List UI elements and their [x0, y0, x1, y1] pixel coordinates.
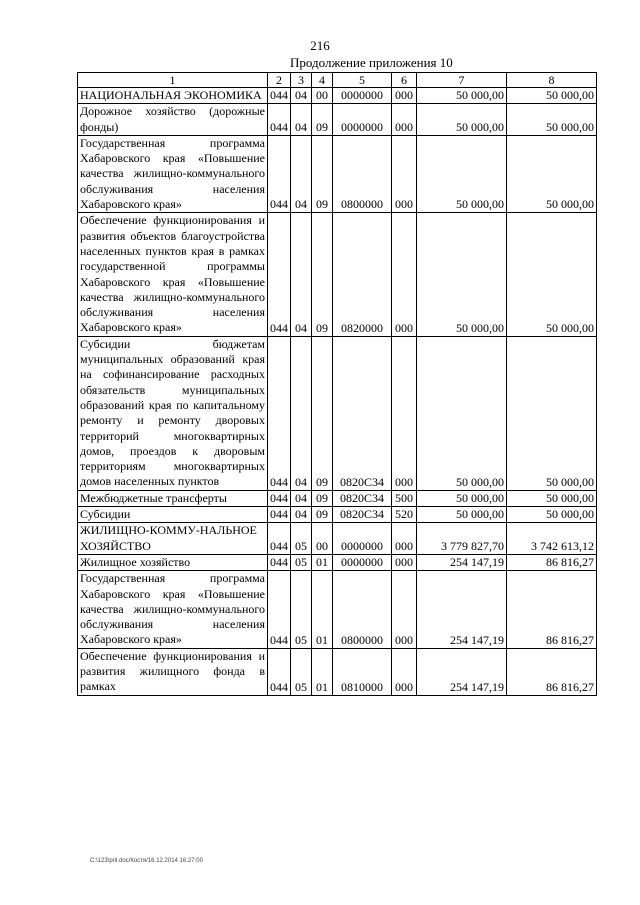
row-value-cell: 86 816,27 [507, 571, 597, 648]
row-value-cell: 044 [268, 88, 291, 104]
col-header-2: 2 [268, 73, 291, 88]
row-value-cell: 09 [312, 213, 333, 336]
row-value-cell: 044 [268, 336, 291, 490]
table-row [78, 213, 597, 336]
row-value-cell: 50 000,00 [507, 213, 597, 336]
row-name-cell: Субсидии [78, 507, 268, 523]
row-value-cell: 50 000,00 [507, 336, 597, 490]
row-name-cell: Жилищное хозяйство [78, 554, 268, 570]
row-value-cell: 05 [291, 523, 312, 555]
row-value-cell: 04 [291, 507, 312, 523]
row-value-cell: 04 [291, 490, 312, 506]
row-value-cell: 09 [312, 336, 333, 490]
row-value-cell: 3 742 613,12 [507, 523, 597, 555]
row-value-cell: 50 000,00 [417, 213, 507, 336]
col-header-7: 7 [417, 73, 507, 88]
table-row [78, 554, 597, 570]
row-value-cell: 044 [268, 571, 291, 648]
row-value-cell: 0820С34 [333, 490, 392, 506]
row-value-cell: 50 000,00 [507, 490, 597, 506]
row-value-cell: 000 [392, 213, 417, 336]
budget-table [77, 72, 597, 696]
row-value-cell: 254 147,19 [417, 648, 507, 695]
col-header-5: 5 [333, 73, 392, 88]
col-header-4: 4 [312, 73, 333, 88]
row-value-cell: 50 000,00 [417, 336, 507, 490]
row-value-cell: 0810000 [333, 648, 392, 695]
row-name-cell: Государственная программа Хабаровского края «Повышение качества жилищно-коммунального обслуживания населения Хабаровского края» [78, 571, 268, 648]
row-value-cell: 000 [392, 523, 417, 555]
row-value-cell: 044 [268, 213, 291, 336]
row-value-cell: 044 [268, 523, 291, 555]
row-value-cell: 0820С34 [333, 336, 392, 490]
row-value-cell: 000 [392, 135, 417, 212]
row-value-cell: 044 [268, 554, 291, 570]
row-value-cell: 0800000 [333, 571, 392, 648]
row-value-cell: 044 [268, 490, 291, 506]
row-value-cell: 0800000 [333, 135, 392, 212]
row-value-cell: 50 000,00 [417, 507, 507, 523]
row-value-cell: 86 816,27 [507, 648, 597, 695]
row-value-cell: 50 000,00 [507, 88, 597, 104]
row-value-cell: 044 [268, 104, 291, 136]
row-value-cell: 50 000,00 [507, 135, 597, 212]
row-value-cell: 000 [392, 571, 417, 648]
row-name-cell: ЖИЛИЩНО-КОММУ-НАЛЬНОЕ ХОЗЯЙСТВО [78, 523, 268, 555]
row-name-cell: НАЦИОНАЛЬНАЯ ЭКОНОМИКА [78, 88, 268, 104]
row-value-cell: 86 816,27 [507, 554, 597, 570]
row-value-cell: 000 [392, 554, 417, 570]
row-value-cell: 520 [392, 507, 417, 523]
row-value-cell: 05 [291, 648, 312, 695]
row-value-cell: 04 [291, 88, 312, 104]
row-value-cell: 04 [291, 104, 312, 136]
row-value-cell: 0000000 [333, 554, 392, 570]
row-value-cell: 50 000,00 [417, 104, 507, 136]
row-value-cell: 000 [392, 104, 417, 136]
table-row [78, 104, 597, 136]
row-value-cell: 254 147,19 [417, 554, 507, 570]
row-value-cell: 50 000,00 [507, 507, 597, 523]
row-value-cell: 09 [312, 135, 333, 212]
row-name-cell: Дорожное хозяйство (дорожные фонды) [78, 104, 268, 136]
row-value-cell: 044 [268, 648, 291, 695]
row-value-cell: 254 147,19 [417, 571, 507, 648]
col-header-8: 8 [507, 73, 597, 88]
row-value-cell: 05 [291, 554, 312, 570]
row-value-cell: 00 [312, 88, 333, 104]
row-value-cell: 000 [392, 648, 417, 695]
row-value-cell: 50 000,00 [417, 88, 507, 104]
row-value-cell: 0000000 [333, 88, 392, 104]
row-name-cell: Обеспечение функционирования и развития жилищного фонда в рамках [78, 648, 268, 695]
page-number: 216 [310, 38, 330, 53]
row-name-cell: Государственная программа Хабаровского края «Повышение качества жилищно-коммунального обслуживания населения Хабаровского края» [78, 135, 268, 212]
col-header-1: 1 [78, 73, 268, 88]
file-path-footer: C:\123\pril.doc/Костя/16.12.2014 16:27:00 [90, 858, 203, 864]
table-row [78, 507, 597, 523]
row-value-cell: 09 [312, 490, 333, 506]
row-value-cell: 044 [268, 135, 291, 212]
row-value-cell: 00 [312, 523, 333, 555]
col-header-6: 6 [392, 73, 417, 88]
row-name-cell: Субсидии бюджетам муниципальных образований края на софинансирование расходных обязательств муниципальных образований края по капитальному ремонту и ремонту дворовых территорий многоквартирных домов, проездов к дворовым территориям многоквартирных домов населенных пунктов [78, 336, 268, 490]
row-value-cell: 3 779 827,70 [417, 523, 507, 555]
row-name-cell: Межбюджетные трансферты [78, 490, 268, 506]
row-value-cell: 0000000 [333, 104, 392, 136]
row-name-cell: Обеспечение функционирования и развития объектов благоустройства населенных пунктов края в рамках государственной программы Хабаровского края «Повышение качества жилищно-коммунального обслуживания населения Хабаровского края» [78, 213, 268, 336]
table-header-row [78, 73, 597, 88]
table-row [78, 88, 597, 104]
table-row [78, 571, 597, 648]
row-value-cell: 000 [392, 88, 417, 104]
row-value-cell: 04 [291, 135, 312, 212]
row-value-cell: 044 [268, 507, 291, 523]
table-row [78, 648, 597, 695]
table-body [78, 73, 597, 696]
row-value-cell: 04 [291, 336, 312, 490]
continuation-title: Продолжение приложения 10 [290, 55, 453, 70]
row-value-cell: 0000000 [333, 523, 392, 555]
row-value-cell: 09 [312, 104, 333, 136]
row-value-cell: 01 [312, 571, 333, 648]
row-value-cell: 50 000,00 [417, 135, 507, 212]
table-row [78, 135, 597, 212]
row-value-cell: 0820000 [333, 213, 392, 336]
col-header-3: 3 [291, 73, 312, 88]
row-value-cell: 50 000,00 [417, 490, 507, 506]
table-row [78, 523, 597, 555]
row-value-cell: 01 [312, 648, 333, 695]
row-value-cell: 09 [312, 507, 333, 523]
row-value-cell: 50 000,00 [507, 104, 597, 136]
row-value-cell: 01 [312, 554, 333, 570]
row-value-cell: 05 [291, 571, 312, 648]
row-value-cell: 0820С34 [333, 507, 392, 523]
row-value-cell: 04 [291, 213, 312, 336]
table-row [78, 490, 597, 506]
row-value-cell: 500 [392, 490, 417, 506]
row-value-cell: 000 [392, 336, 417, 490]
table-row [78, 336, 597, 490]
